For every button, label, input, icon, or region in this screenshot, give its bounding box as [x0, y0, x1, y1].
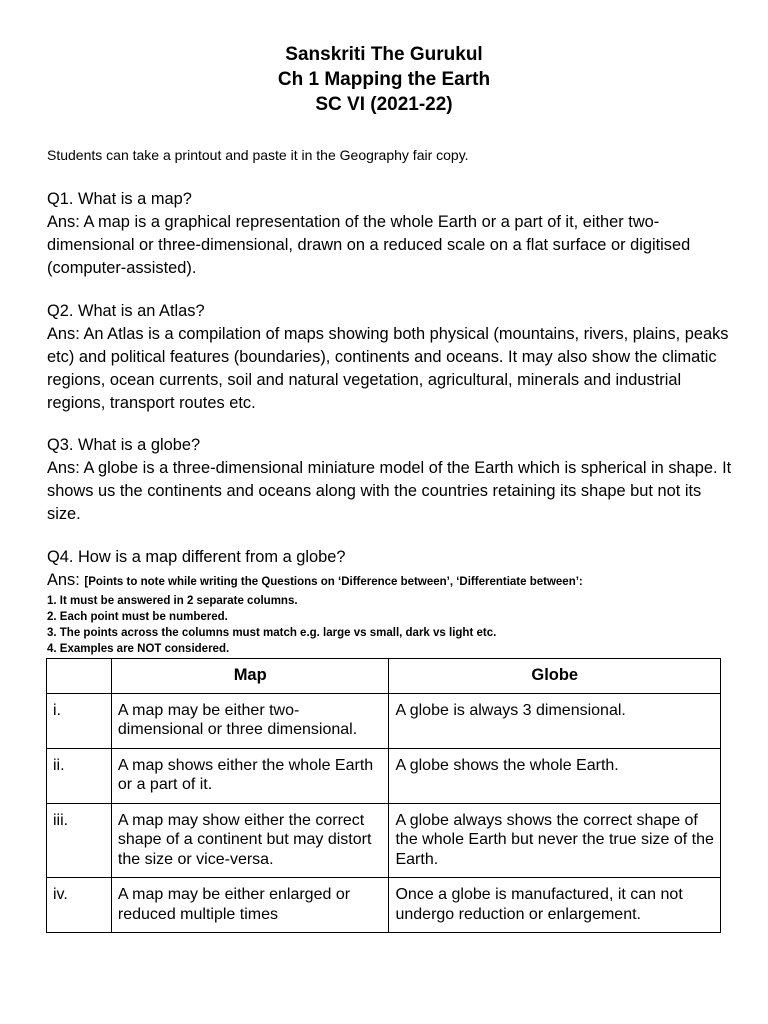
- map-cell: A map may be either enlarged or reduced multiple times: [111, 878, 389, 933]
- row-number-cell: iv.: [47, 878, 112, 933]
- header-cell-number: [47, 659, 112, 694]
- row-number-cell: iii.: [47, 803, 112, 878]
- point-item: 1. It must be answered in 2 separate columns.: [47, 595, 298, 607]
- question-block-4: [47, 546, 737, 657]
- point-item: 3. The points across the columns must match e.g. large vs small, dark vs light etc.: [47, 627, 497, 639]
- table-header-row: [47, 659, 721, 694]
- class-session: SC VI (2021-22): [315, 94, 453, 115]
- printout-note: Students can take a printout and paste it in the Geography fair copy.: [47, 147, 469, 163]
- answer-intro: [47, 569, 737, 593]
- question-text: Q3. What is a globe?: [47, 436, 201, 454]
- map-cell: A map may be either two-dimensional or three dimensional.: [111, 693, 389, 748]
- row-number-cell: ii.: [47, 748, 112, 803]
- map-cell: A map shows either the whole Earth or a part of it.: [111, 748, 389, 803]
- answer-text: Ans: An Atlas is a compilation of maps showing both physical (mountains, rivers, plains, peaks etc) and political features (boundaries), continents and oceans. It may also show the climatic regions, ocean currents, soil and natural vegetation, agricultural, minerals and industrial regions, transport routes etc.: [47, 325, 729, 412]
- map-globe-difference-table: [46, 658, 721, 933]
- point-item: 2. Each point must be numbered.: [47, 611, 228, 623]
- document-header: [0, 42, 768, 117]
- points-list: [47, 593, 737, 657]
- table-row: [47, 693, 721, 748]
- row-number-cell: i.: [47, 693, 112, 748]
- answer-text: Ans: A map is a graphical representation of the whole Earth or a part of it, either two-dimensional or three-dimensional, drawn on a reduced scale on a flat surface or digitised (computer-assisted).: [47, 213, 691, 277]
- question-block-3: [47, 434, 737, 526]
- table-row: [47, 748, 721, 803]
- points-intro: [Points to note while writing the Questions on ‘Difference between’, ‘Differentiate between’:: [84, 576, 583, 588]
- header-cell-globe: Globe: [389, 659, 721, 694]
- point-item: 4. Examples are NOT considered.: [47, 643, 230, 655]
- header-cell-map: Map: [111, 659, 389, 694]
- globe-cell: A globe is always 3 dimensional.: [389, 693, 721, 748]
- answer-text: Ans: A globe is a three-dimensional miniature model of the Earth which is spherical in shape. It shows us the continents and oceans along with the countries retaining its shape but not its size.: [47, 459, 732, 523]
- map-cell: A map may show either the correct shape of a continent but may distort the size or vice-versa.: [111, 803, 389, 878]
- globe-cell: A globe always shows the correct shape of the whole Earth but never the true size of the Earth.: [389, 803, 721, 878]
- answer-label: Ans:: [47, 571, 85, 589]
- question-block-1: [47, 188, 737, 280]
- question-text: Q2. What is an Atlas?: [47, 302, 205, 320]
- question-text: Q1. What is a map?: [47, 190, 192, 208]
- chapter-title: Ch 1 Mapping the Earth: [277, 69, 491, 90]
- globe-cell: Once a globe is manufactured, it can not undergo reduction or enlargement.: [389, 878, 721, 933]
- globe-cell: A globe shows the whole Earth.: [389, 748, 721, 803]
- question-block-2: [47, 300, 737, 415]
- school-name: Sanskriti The Gurukul: [285, 44, 483, 65]
- table-row: [47, 803, 721, 878]
- question-text: Q4. How is a map different from a globe?: [47, 548, 346, 566]
- table-row: [47, 878, 721, 933]
